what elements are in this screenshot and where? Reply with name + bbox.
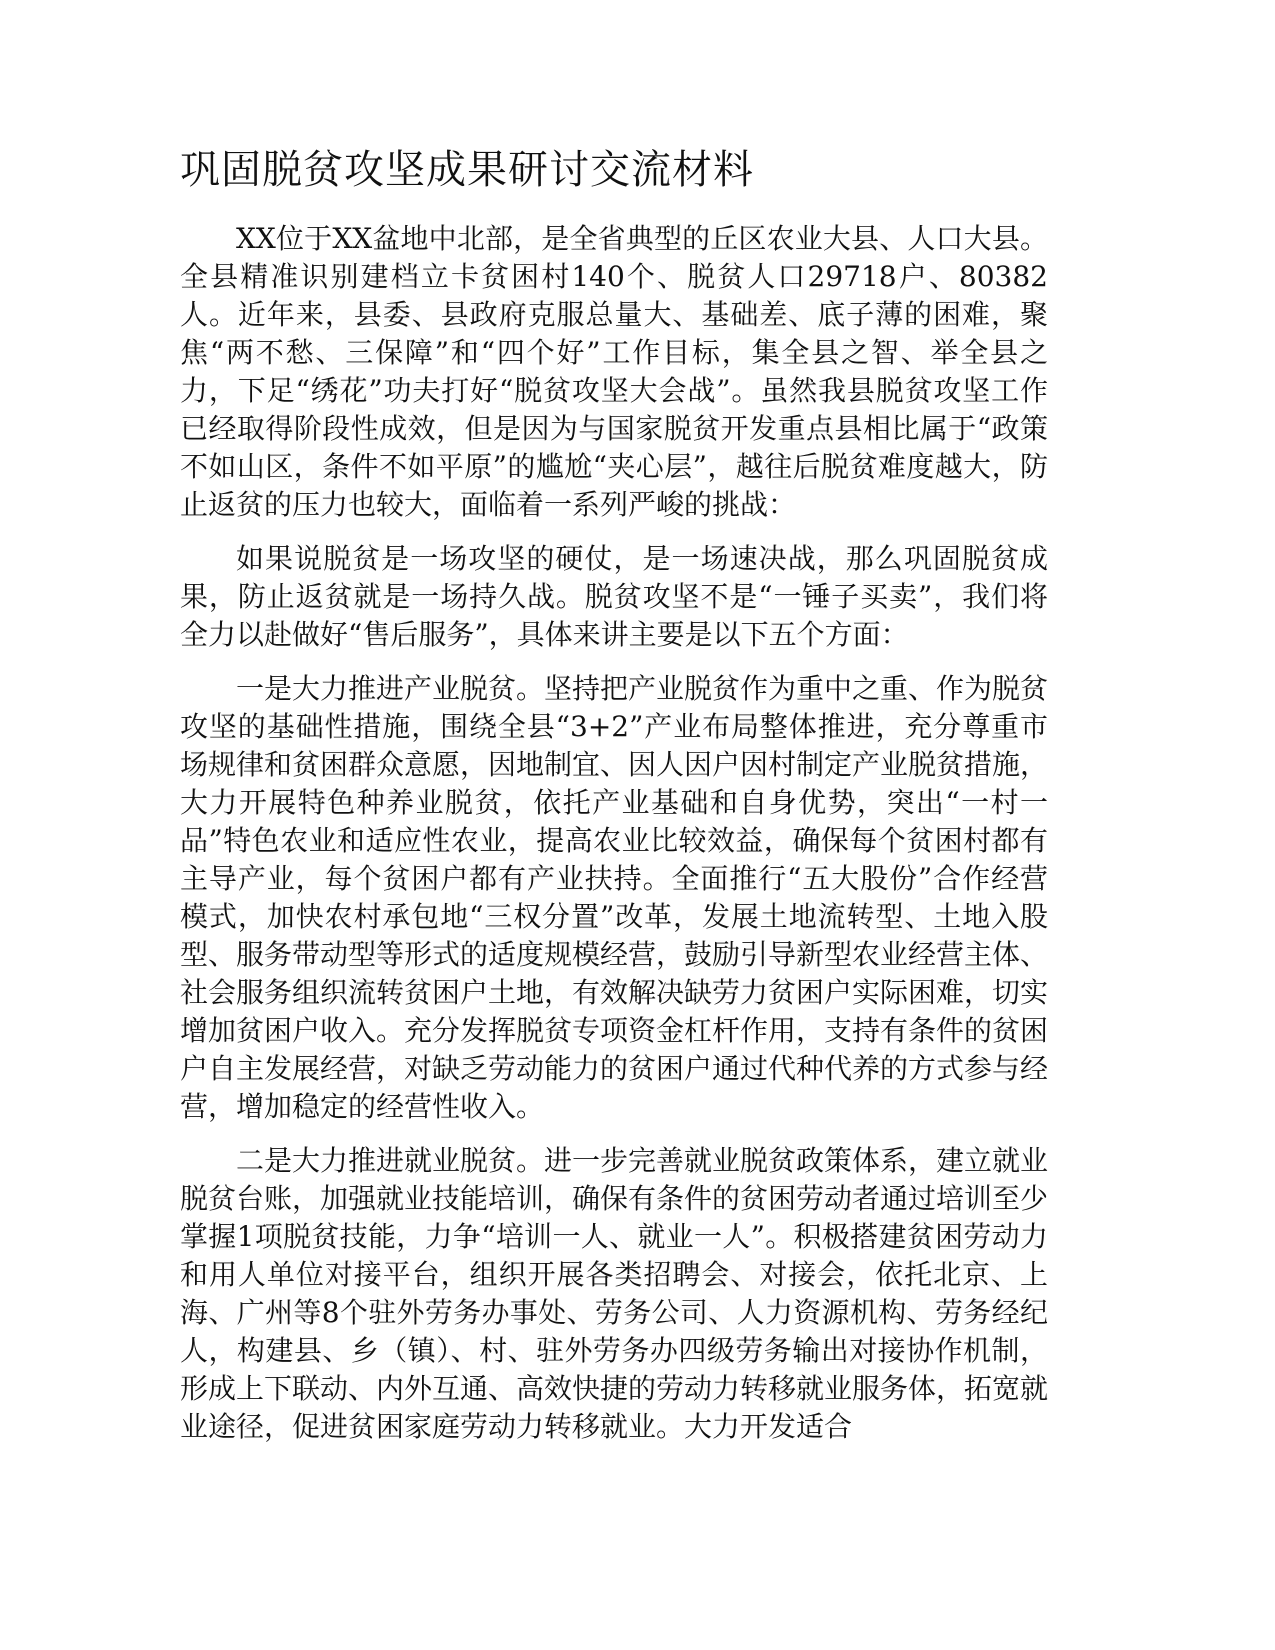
paragraph-overview: 如果说脱贫是一场攻坚的硬仗，是一场速决战，那么巩固脱贫成果，防止返贫就是一场持久战。脱贫攻坚不是“一锤子买卖”，我们将全力以赴做好“售后服务”，具体来讲主要是以下五个方面： <box>180 542 1048 651</box>
paragraph-employment: 二是大力推进就业脱贫。进一步完善就业脱贫政策体系，建立就业脱贫台账，加强就业技能培训，确保有条件的贫困劳动者通过培训至少掌握1项脱贫技能，力争“培训一人、就业一人”。积极搭建贫困劳动力和用人单位对接平台，组织开展各类招聘会、对接会，依托北京、上海、广州等8个驻外劳务办事处、劳务公司、人力资源机构、劳务经纪人，构建县、乡（镇）、村、驻外劳务办四级劳务输出对接协作机制，形成上下联动、内外互通、高效快捷的劳动力转移就业服务体，拓宽就业途径，促进贫困家庭劳动力转移就业。大力开发适合 <box>180 1144 1049 1443</box>
document-title: 巩固脱贫攻坚成果研讨交流材料 <box>180 147 754 193</box>
document-page <box>180 140 1048 1462</box>
paragraph-industry: 一是大力推进产业脱贫。坚持把产业脱贫作为重中之重、作为脱贫攻坚的基础性措施，围绕全县“3+2”产业布局整体推进，充分尊重市场规律和贫困群众意愿，因地制宜、因人因户因村制定产业脱贫措施，大力开展特色种养业脱贫，依托产业基础和自身优势，突出“一村一品”特色农业和适应性农业，提高农业比较效益，确保每个贫困村都有主导产业，每个贫困户都有产业扶持。全面推行“五大股份”合作经营模式，加快农村承包地“三权分置”改革，发展土地流转型、土地入股型、服务带动型等形式的适度规模经营，鼓励引导新型农业经营主体、社会服务组织流转贫困户土地，有效解决缺劳力贫困户实际困难，切实增加贫困户收入。充分发挥脱贫专项资金杠杆作用，支持有条件的贫困户自主发展经营，对缺乏劳动能力的贫困户通过代种代养的方式参与经营，增加稳定的经营性收入。 <box>180 672 1049 1123</box>
paragraph-intro: XX位于XX盆地中北部，是全省典型的丘区农业大县、人口大县。全县精准识别建档立卡贫困村140个、脱贫人口29718户、80382人。近年来，县委、县政府克服总量大、基础差、底子薄的困难，聚焦“两不愁、三保障”和“四个好”工作目标，集全县之智、举全县之力，下足“绣花”功夫打好“脱贫攻坚大会战”。虽然我县脱贫攻坚工作已经取得阶段性成效，但是因为与国家脱贫开发重点县相比属于“政策不如山区，条件不如平原”的尴尬“夹心层”，越往后脱贫难度越大，防止返贫的压力也较大，面临着一系列严峻的挑战： <box>180 222 1048 521</box>
